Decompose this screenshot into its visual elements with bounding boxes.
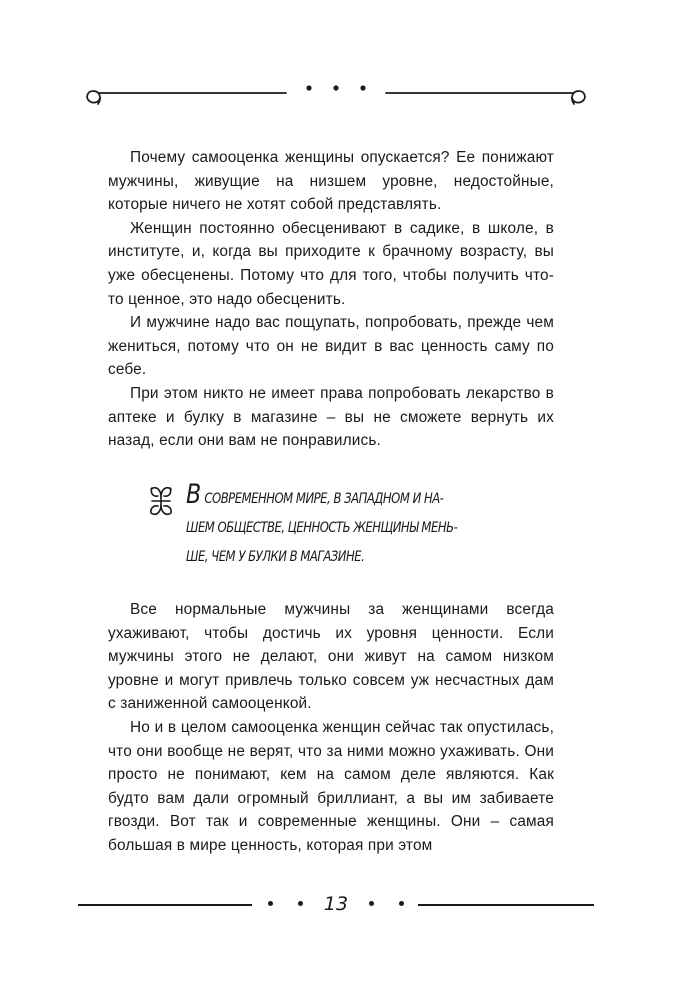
- quote-first-letter: В: [186, 479, 202, 510]
- page-footer: [78, 890, 594, 918]
- fleuron-icon: [148, 484, 174, 518]
- paragraph: И мужчине надо вас пощупать, попробовать, прежде чем жениться, потому что он не видит в вас ценность саму по себе.: [108, 314, 554, 379]
- paragraph: Но и в целом самооценка женщин сейчас так опустилась, что они вообще не верят, что за ними можно ухаживать. Они просто не понимают, кем на самом деле являются. Как будто вам дали огромный бриллиант, а вы им забиваете гвозди. Вот так и современные женщины. Они – самая большая в мире ценность, которая при этом: [108, 718, 554, 854]
- header-ornament: [78, 76, 594, 112]
- ornament-dot: [333, 85, 338, 90]
- ornament-dot: [360, 85, 365, 90]
- quote-line: ШЕ, ЧЕМ У БУЛКИ В МАГАЗИНЕ.: [186, 549, 365, 565]
- body-text-top: [108, 146, 554, 453]
- paragraph: Все нормальные мужчины за женщинами всегда ухаживают, чтобы достичь их уровня ценности. Если мужчины этого не делают, они живут на самом низком уровне и могут привлечь только совсем уж несчастных дам с заниженной самооценкой.: [108, 601, 554, 713]
- footer-right-rule: [418, 904, 594, 906]
- paragraph: Женщин постоянно обесценивают в садике, в школе, в институте, и, когда вы приходите к брачному возрасту, вы уже обесценены. Потому что для того, чтобы получить что-то ценное, это надо обесценить.: [108, 219, 554, 308]
- ornament-dot: [306, 85, 311, 90]
- body-text-bottom: [108, 598, 554, 858]
- quote-line: ШЕМ ОБЩЕСТВЕ, ЦЕННОСТЬ ЖЕНЩИНЫ МЕНЬ-: [186, 520, 458, 536]
- footer-dot: [369, 901, 374, 906]
- quote-text: [186, 480, 457, 572]
- paragraph: Почему самооценка женщины опускается? Ее понижают мужчины, живущие на низшем уровне, недостойные, которые ничего не хотят собой представлять.: [108, 149, 554, 214]
- quote-line-text: СОВРЕМЕННОМ МИРЕ, В ЗАПАДНОМ И НА-: [201, 491, 444, 507]
- page-number: 13: [323, 893, 349, 915]
- footer-dot: [268, 901, 273, 906]
- quote-line: [186, 480, 457, 514]
- footer-left-rule: [78, 904, 252, 906]
- footer-dot: [399, 901, 404, 906]
- paragraph: При этом никто не имеет права попробовать лекарство в аптеке и булку в магазине – вы не сможете вернуть их назад, если они вам не понравились.: [108, 384, 554, 450]
- footer-dot: [298, 901, 303, 906]
